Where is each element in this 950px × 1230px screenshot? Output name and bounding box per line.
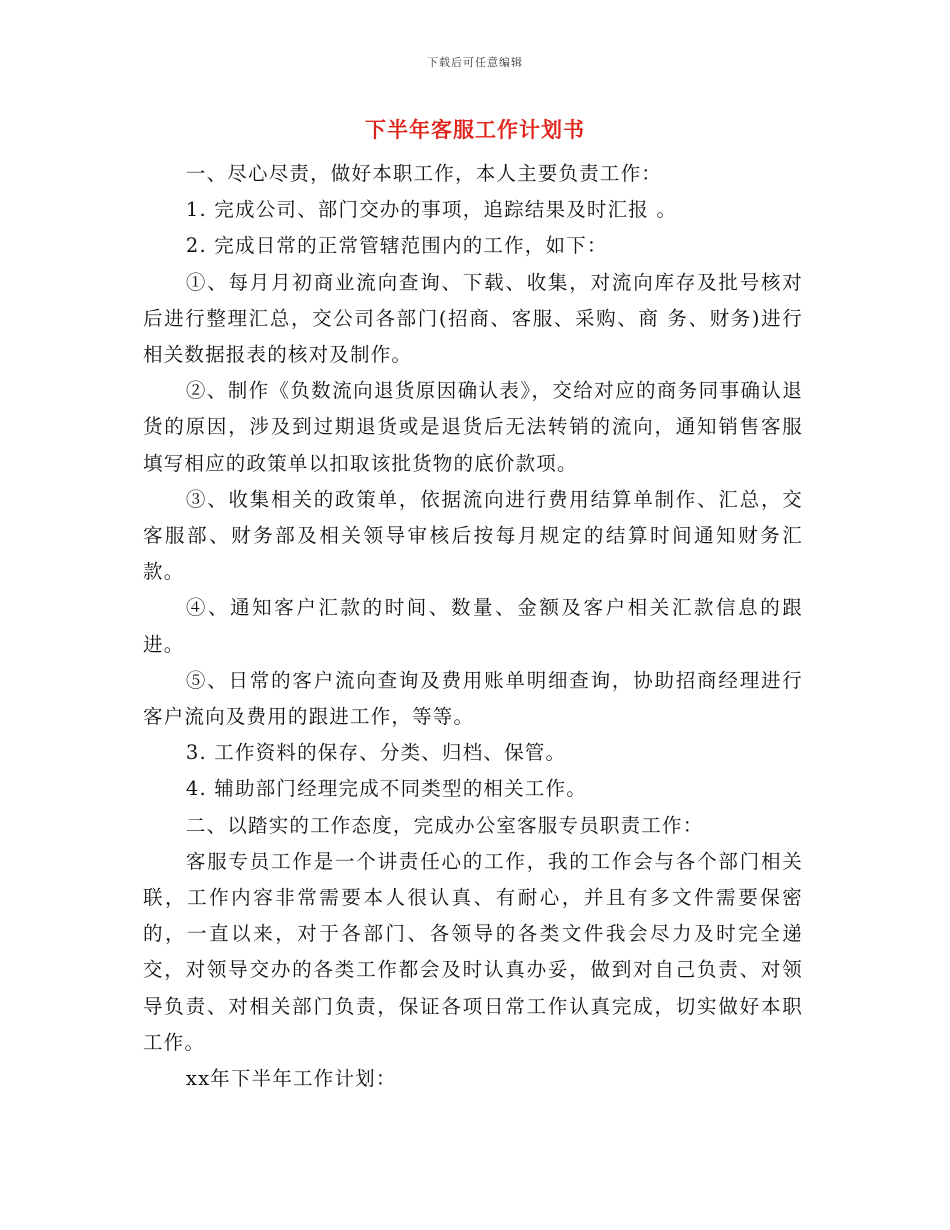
paragraph-item-3: 3. 工作资料的保存、分类、归档、保管。 [185,741,567,765]
paragraph-section-1-heading: 一、尽心尽责，做好本职工作，本人主要负责工作： [185,162,662,185]
document-title: 下半年客服工作计划书 [365,118,585,142]
paragraph-section-2-heading: 二、以踏实的工作态度，完成办公室客服专员职责工作： [185,813,704,837]
paragraph-subitem-1: ①、每月月初商业流向查询、下载、收集，对流向库存及批号核对后进行整理汇总，交公司各部门(招商、客服、采购、商 务、财务)进行相关数据报表的核对及制作。 [143,270,803,367]
paragraph-item-4: 4. 辅助部门经理完成不同类型的相关工作。 [185,777,587,801]
paragraph-plan-heading: xx年下半年工作计划： [185,1067,397,1091]
paragraph-item-2: 2. 完成日常的正常管辖范围内的工作，如下： [185,234,608,258]
paragraph-subitem-5: ⑤、日常的客户流向查询及费用账单明细查询，协助招商经理进行客户流向及费用的跟进工作，等等。 [143,668,803,729]
document-body [143,156,803,1097]
paragraph-subitem-4: ④、通知客户汇款的时间、数量、金额及客户相关汇款信息的跟进。 [143,596,803,656]
paragraph-subitem-3: ③、收集相关的政策单，依据流向进行费用结算单制作、汇总，交客服部、财务部及相关领导审核后按每月规定的结算时间通知财务汇款。 [143,487,803,584]
paragraph-item-1: 1. 完成公司、部门交办的事项，追踪结果及时汇报 。 [185,198,678,222]
paragraph-subitem-2: ②、制作《负数流向退货原因确认表》，交给对应的商务同事确认退货的原因，涉及到过期退货或是退货后无法转销的流向，通知销售客服填写相应的政策单以扣取该批货物的底价款项。 [143,379,803,475]
header-note: 下载后可任意编辑 [427,56,523,69]
paragraph-section-2-body: 客服专员工作是一个讲责任心的工作，我的工作会与各个部门相关联，工作内容非常需要本人很认真、有耐心，并且有多文件需要保密的，一直以来，对于各部门、各领导的各类文件我会尽力及时完全递交，对领导交办的各类工作都会及时认真办妥，做到对自己负责、对领导负责、对相关部门负责，保证各项日常工作认真完成，切实做好本职工作。 [143,849,803,1054]
